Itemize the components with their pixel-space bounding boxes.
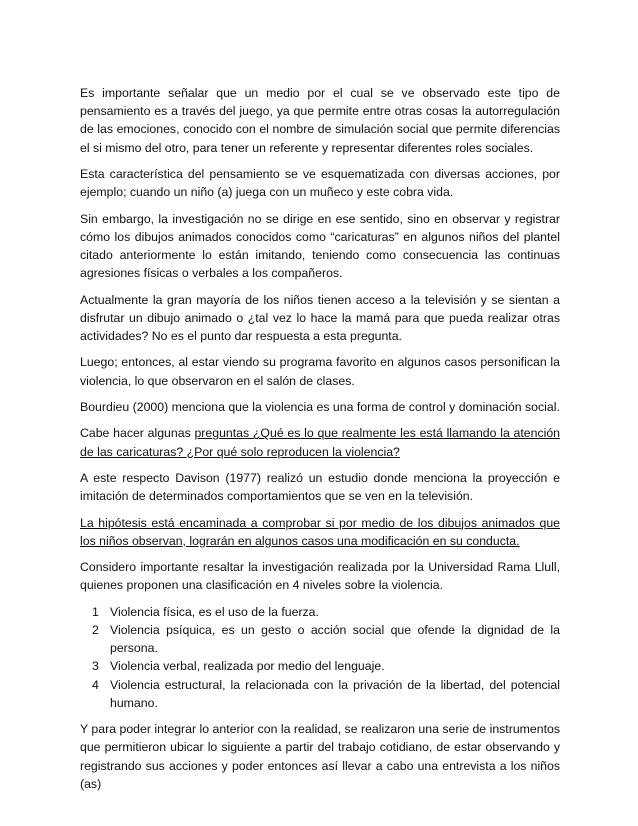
- list-item-number: 1: [92, 604, 99, 619]
- list-item: [80, 657, 560, 675]
- violence-levels-list: [80, 603, 560, 712]
- list-item: [80, 676, 560, 712]
- document-page: [80, 84, 560, 801]
- preguntas-underlined: preguntas ¿Qué es lo que realmente les está llamando la atención de las caricaturas? ¿Por qué solo reproducen la violencia?: [80, 426, 561, 459]
- list-item-number: 3: [92, 659, 99, 674]
- paragraph-davison: A este respecto Davison (1977) realizó un estudio donde menciona la proyección e imitación de determinados comportamientos que se ven en la televisión.: [80, 470, 560, 504]
- paragraph-investigacion: Sin embargo, la investigación no se dirige en ese sentido, sino en observar y registrar cómo los dibujos animados conocidos como “caricaturas” en algunos niños del plantel citado anteriormente lo están imitando, teniendo como consecuencia las continuas agresiones físicas o verbales a los compañeros.: [80, 211, 560, 281]
- list-item-text: Violencia física, es el uso de la fuerza.: [110, 604, 319, 619]
- paragraph-caracteristica: Esta característica del pensamiento se ve esquematizada con diversas acciones, por ejemplo; cuando un niño (a) juega con un muñeco y este cobra vida.: [80, 167, 560, 200]
- list-item: [80, 603, 560, 621]
- list-item-text: Violencia verbal, realizada por medio del lenguaje.: [110, 659, 385, 674]
- list-item-text: Violencia estructural, la relacionada con la privación de la libertad, del potencial humano.: [110, 677, 560, 710]
- paragraph-hipotesis: [80, 514, 560, 550]
- list-item-text: Violencia psíquica, es un gesto o acción social que ofende la dignidad de la persona.: [110, 622, 560, 656]
- hipotesis-underlined: La hipótesis está encaminada a comprobar si por medio de los dibujos animados que los niños observan, lograrán en algunos casos una modificación en su conducta.: [80, 515, 560, 548]
- preguntas-lead: Cabe hacer algunas: [80, 426, 195, 441]
- paragraph-television: Actualmente la gran mayoría de los niños tienen acceso a la televisión y se sientan a disfrutar un dibujo animado o ¿tal vez lo hace la mamá para que pueda realizar otras actividades? No es el punto dar respuesta a esta pregunta.: [80, 292, 560, 343]
- paragraph-programa-favorito: Luego; entonces, al estar viendo su programa favorito en algunos casos personifican la violencia, lo que observaron en el salón de clases.: [80, 355, 560, 388]
- paragraph-instrumentos: Y para poder integrar lo anterior con la realidad, se realizaron una serie de instrumentos que permitieron ubicar lo siguiente a partir del trabajo cotidiano, de estar observando y registrando sus acciones y poder entonces así llevar a cabo una entrevista a los niños (as): [80, 722, 560, 791]
- paragraph-bourdieu: Bourdieu (2000) menciona que la violencia es una forma de control y dominación social.: [80, 399, 560, 414]
- paragraph-rama-llull: Considero importante resaltar la investigación realizada por la Universidad Rama Llull, quienes proponen una clasificación en 4 niveles sobre la violencia.: [80, 560, 560, 593]
- list-item-number: 2: [92, 622, 99, 637]
- list-item: [80, 621, 560, 657]
- paragraph-simulacion-social: Es importante señalar que un medio por el cual se ve observado este tipo de pensamiento es a través del juego, ya que permite entre otras cosas la autorregulación de las emociones, conocido con el nombre de simulación social que permite diferencias el si mismo del otro, para tener un referente y representar diferentes roles sociales.: [80, 86, 560, 155]
- list-item-number: 4: [92, 677, 99, 692]
- paragraph-preguntas: [80, 424, 560, 460]
